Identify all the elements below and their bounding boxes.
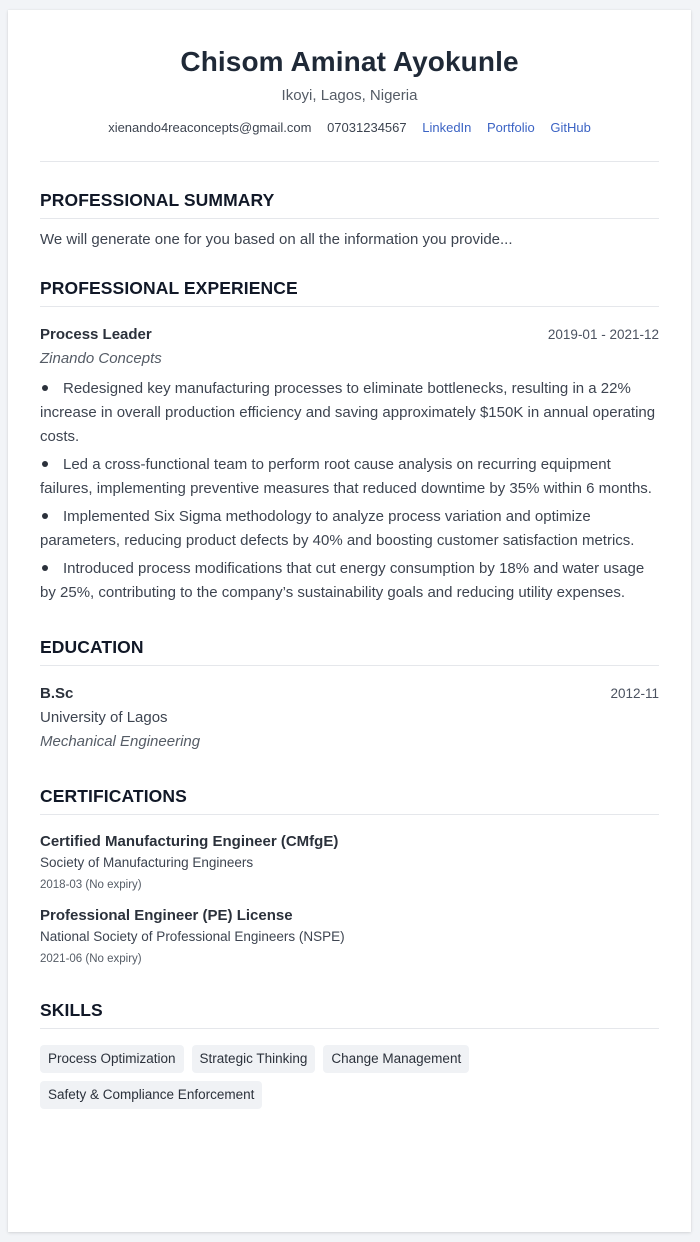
resume-page	[8, 10, 691, 1232]
github-link[interactable]: GitHub	[550, 120, 591, 135]
summary-section	[40, 189, 659, 250]
education-header-row	[40, 684, 659, 704]
contact-line	[40, 119, 659, 137]
skills-list	[40, 1045, 500, 1117]
candidate-location: Ikoyi, Lagos, Nigeria	[281, 87, 418, 104]
field-of-study: Mechanical Engineering	[40, 733, 201, 750]
portfolio-link[interactable]: Portfolio	[487, 120, 535, 135]
job-entry	[40, 325, 659, 605]
certification-entry	[40, 832, 659, 893]
skills-section	[40, 999, 659, 1117]
linkedin-link[interactable]: LinkedIn	[422, 120, 472, 135]
skill-chip: Safety & Compliance Enforcement	[40, 1081, 262, 1109]
job-header-row	[40, 325, 659, 345]
certification-entry	[40, 906, 659, 967]
skill-chip: Change Management	[323, 1045, 469, 1073]
certification-name: Certified Manufacturing Engineer (CMfgE)	[40, 833, 339, 850]
section-title-education: EDUCATION	[40, 636, 659, 666]
bullet-dot-icon	[42, 461, 48, 467]
section-title-certifications: CERTIFICATIONS	[40, 785, 659, 815]
skill-chip: Strategic Thinking	[192, 1045, 316, 1073]
email-text: xienando4reaconcepts@gmail.com	[108, 120, 312, 135]
bullet-text: Redesigned key manufacturing processes to eliminate bottlenecks, resulting in a 22% increase in overall production efficiency and saving approximately $150K in annual operating costs.	[40, 380, 656, 445]
bullet-text: Introduced process modifications that cut energy consumption by 18% and water usage by 25%, contributing to the company’s sustainability goals and reducing utility expenses.	[40, 560, 645, 601]
job-title: Process Leader	[40, 326, 152, 343]
header-divider	[40, 161, 659, 162]
company-name: Zinando Concepts	[40, 350, 162, 367]
bullet-dot-icon	[42, 513, 48, 519]
bullet-item	[40, 505, 659, 553]
bullet-dot-icon	[42, 565, 48, 571]
bullet-dot-icon	[42, 385, 48, 391]
phone-text: 07031234567	[327, 120, 407, 135]
skill-chip: Process Optimization	[40, 1045, 184, 1073]
job-dates: 2019-01 - 2021-12	[547, 327, 659, 342]
resume-header	[40, 10, 659, 137]
experience-section	[40, 277, 659, 605]
education-entry	[40, 684, 659, 752]
candidate-name: Chisom Aminat Ayokunle	[180, 46, 519, 77]
certification-org: National Society of Professional Engineers (NSPE)	[40, 929, 345, 944]
summary-text: We will generate one for you based on all the information you provide...	[40, 231, 513, 248]
section-title-skills: SKILLS	[40, 999, 659, 1029]
certifications-section	[40, 785, 659, 967]
degree-name: B.Sc	[40, 685, 74, 702]
certification-org: Society of Manufacturing Engineers	[40, 855, 254, 870]
school-name: University of Lagos	[40, 709, 168, 726]
bullet-item	[40, 557, 659, 605]
education-section	[40, 636, 659, 752]
certification-date: 2018-03 (No expiry)	[40, 879, 142, 891]
section-title-summary: PROFESSIONAL SUMMARY	[40, 189, 659, 219]
bullet-item	[40, 453, 659, 501]
bullet-item	[40, 377, 659, 449]
certification-name: Professional Engineer (PE) License	[40, 907, 293, 924]
bullet-text: Led a cross-functional team to perform root cause analysis on recurring equipment failures, implementing preventive measures that reduced downtime by 35% within 6 months.	[40, 456, 652, 497]
certification-date: 2021-06 (No expiry)	[40, 953, 142, 965]
bullet-text: Implemented Six Sigma methodology to analyze process variation and optimize parameters, reducing product defects by 40% and boosting customer satisfaction metrics.	[40, 508, 635, 549]
job-bullets	[40, 377, 659, 605]
graduation-date: 2012-11	[610, 686, 659, 701]
section-title-experience: PROFESSIONAL EXPERIENCE	[40, 277, 659, 307]
